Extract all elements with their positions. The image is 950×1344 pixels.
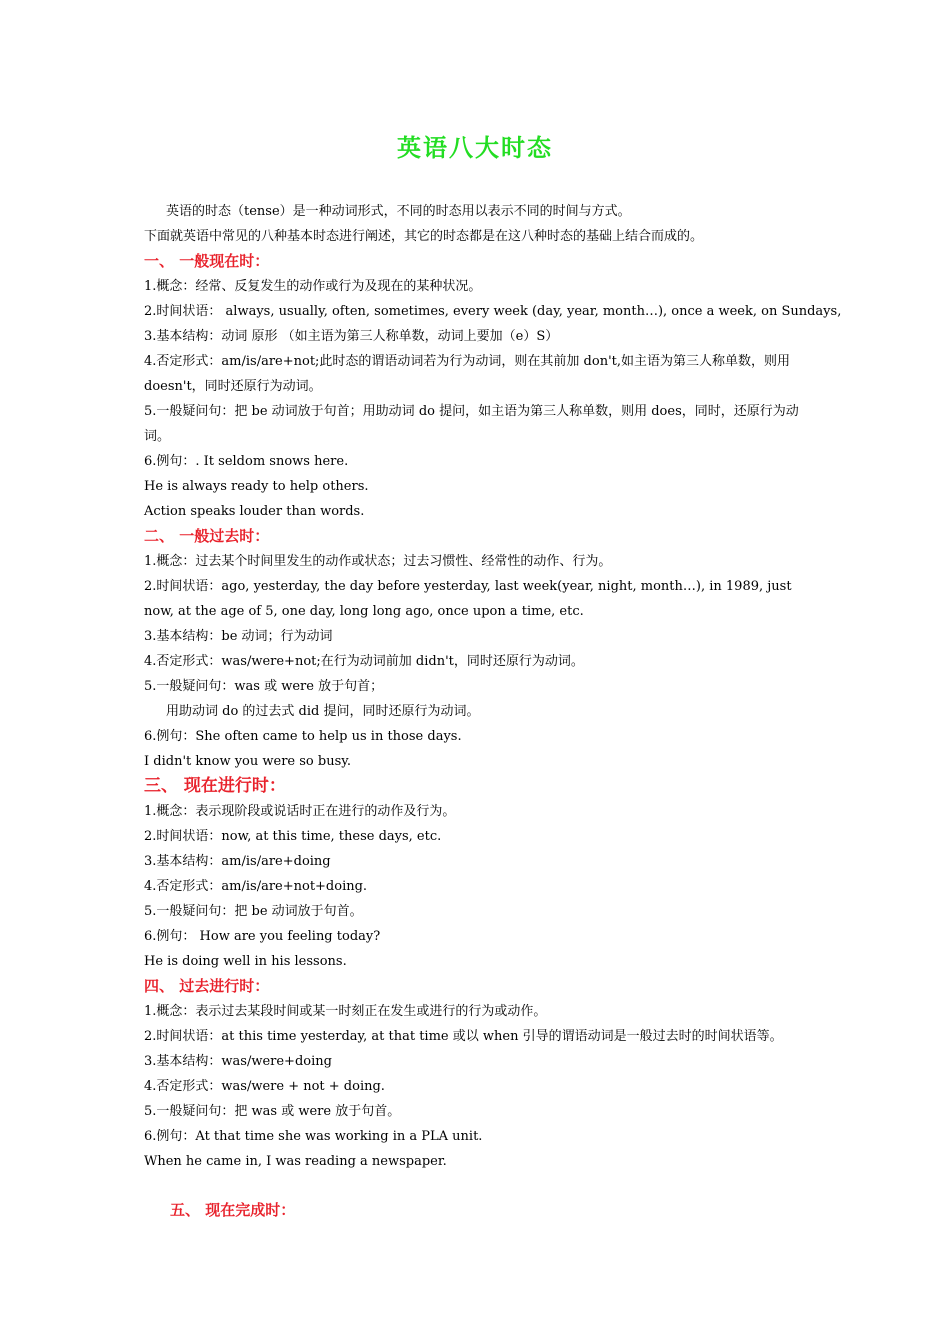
section-heading-2: 二、 一般过去时： [144, 527, 270, 545]
section-2-line: 2.时间状语：ago, yesterday, the day before yesterday, last week(year, night, month…), in 1989, just now, at the age of 5, one day, long long ago, once upon a time, etc. [144, 579, 792, 619]
section-3-line: 1.概念：表示现阶段或说话时正在进行的动作及行为。 [144, 804, 456, 819]
section-4-line: When he came in, I was reading a newspaper. [144, 1154, 447, 1169]
section-3-line: 6.例句： How are you feeling today? [144, 929, 381, 944]
section-1-line: 4.否定形式：am/is/are+not;此时态的谓语动词若为行为动词，则在其前加 don't,如主语为第三人称单数，则用 doesn't，同时还原行为动词。 [144, 354, 791, 394]
section-1-line: 6.例句：. It seldom snows here. [144, 454, 349, 469]
section-1-line: 5.一般疑问句：把 be 动词放于句首；用助动词 do 提问，如主语为第三人称单数，则用 does，同时，还原行为动词。 [144, 404, 799, 444]
section-4-line: 2.时间状语：at this time yesterday, at that time 或以 when 引导的谓语动词是一般过去时的时间状语等。 [144, 1029, 783, 1044]
section-4-line: 1.概念：表示过去某段时间或某一时刻正在发生或进行的行为或动作。 [144, 1004, 547, 1019]
spacer [144, 1174, 810, 1198]
section-2-line: 6.例句：She often came to help us in those days. [144, 729, 462, 744]
section-heading-5: 五、 现在完成时： [170, 1201, 296, 1219]
section-2-line: 1.概念：过去某个时间里发生的动作或状态；过去习惯性、经常性的动作、行为。 [144, 554, 612, 569]
section-2-line: 用助动词 do 的过去式 did 提问，同时还原行为动词。 [166, 704, 480, 719]
section-4-line: 4.否定形式：was/were + not + doing. [144, 1079, 385, 1094]
section-1-line: 2.时间状语： always, usually, often, sometimes, every week (day, year, month…), once a week, on Sundays, [144, 304, 842, 319]
section-1-line: 3.基本结构：动词 原形 （如主语为第三人称单数，动词上要加（e）S） [144, 329, 559, 344]
section-3-line: 4.否定形式：am/is/are+not+doing. [144, 879, 368, 894]
section-1-line: Action speaks louder than words. [144, 504, 365, 519]
section-heading-4: 四、 过去进行时： [144, 977, 270, 995]
section-1-line: He is always ready to help others. [144, 479, 369, 494]
intro-line-2: 下面就英语中常见的八种基本时态进行阐述，其它的时态都是在这八种时态的基础上结合而成的。 [144, 229, 704, 244]
section-2-line: 5.一般疑问句：was 或 were 放于句首； [144, 679, 384, 694]
section-2-line: 4.否定形式：was/were+not;在行为动词前加 didn't，同时还原行为动词。 [144, 654, 584, 669]
document-title: 英语八大时态 [397, 133, 553, 162]
section-3-line: 2.时间状语：now, at this time, these days, etc. [144, 829, 442, 844]
section-4-line: 6.例句：At that time she was working in a PLA unit. [144, 1129, 483, 1144]
section-2-line: 3.基本结构：be 动词；行为动词 [144, 629, 333, 644]
document-body [144, 199, 842, 1223]
section-3-line: He is doing well in his lessons. [144, 954, 347, 969]
section-heading-3: 三、 现在进行时： [144, 776, 286, 796]
section-3-line: 5.一般疑问句：把 be 动词放于句首。 [144, 904, 363, 919]
section-4-line: 5.一般疑问句：把 was 或 were 放于句首。 [144, 1104, 401, 1119]
section-heading-1: 一、 一般现在时： [144, 252, 270, 270]
section-3-line: 3.基本结构：am/is/are+doing [144, 854, 331, 869]
intro-line-1: 英语的时态（tense）是一种动词形式，不同的时态用以表示不同的时间与方式。 [166, 204, 631, 219]
section-1-line: 1.概念：经常、反复发生的动作或行为及现在的某种状况。 [144, 279, 482, 294]
section-2-line: I didn't know you were so busy. [144, 754, 351, 769]
section-4-line: 3.基本结构：was/were+doing [144, 1054, 332, 1069]
